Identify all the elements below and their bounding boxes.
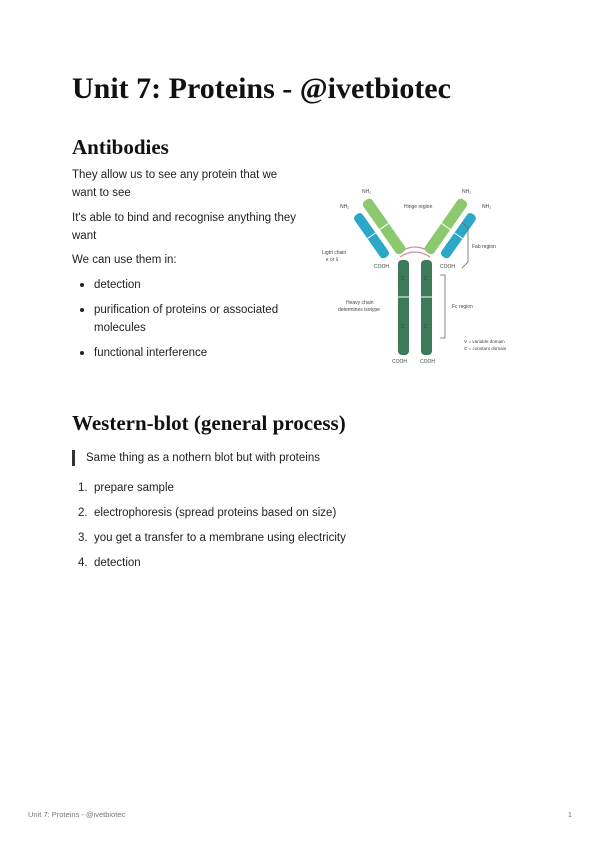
domain-label: C	[424, 276, 428, 282]
heavy-chain-fc-right	[421, 260, 432, 355]
heavy-chain-fc-left	[398, 260, 409, 355]
list-item: detection	[72, 276, 297, 294]
blockquote-note: Same thing as a nothern blot but with proteins	[72, 450, 320, 466]
step-text: you get a transfer to a membrane using electricity	[94, 532, 346, 544]
paragraph: It's able to bind and recognise anything they want	[72, 212, 297, 242]
step-text: electrophoresis (spread proteins based on size)	[94, 507, 337, 519]
label-cooh: COOH	[392, 359, 407, 365]
step-number: 4.	[78, 557, 88, 569]
list-item	[72, 529, 346, 547]
list-item	[72, 554, 346, 572]
paragraph: They allow us to see any protein that we want to see	[72, 169, 278, 199]
label-light-chain-kind: κ or λ	[326, 257, 339, 263]
label-nh2: NH₂	[340, 204, 350, 210]
step-number: 1.	[78, 482, 88, 494]
step-text: detection	[94, 557, 141, 569]
label-hinge-region: Hinge region	[404, 204, 433, 210]
list-item: functional interference	[72, 344, 297, 362]
page-title: Unit 7: Proteins - @ivetbiotec	[72, 72, 451, 105]
label-light-chain: Light chain	[322, 250, 347, 256]
label-cooh: COOH	[420, 359, 435, 365]
label-nh2: NH₂	[462, 189, 472, 195]
antibody-uses-list	[72, 276, 297, 369]
label-nh2: NH₂	[362, 189, 372, 195]
label-cooh: COOH	[374, 264, 389, 270]
domain-label: C	[401, 324, 405, 330]
page-number: 1	[567, 810, 572, 819]
step-number: 3.	[78, 532, 88, 544]
list-item: purification of proteins or associated molecules	[72, 301, 297, 337]
step-text: prepare sample	[94, 482, 174, 494]
section-heading-antibodies: Antibodies	[72, 135, 169, 159]
antibody-diagram	[312, 180, 522, 370]
list-item	[72, 504, 346, 522]
legend-variable: V = variable domain	[464, 339, 505, 344]
label-fc-region: Fc region	[452, 304, 473, 310]
label-fab-region: Fab region	[472, 244, 496, 250]
paragraph: We can use them in:	[72, 254, 177, 266]
footer-title: Unit 7: Proteins - @ivetbiotec	[28, 810, 126, 819]
section-heading-western-blot: Western-blot (general process)	[72, 411, 346, 435]
legend-constant: C = constant domain	[464, 346, 507, 351]
step-number: 2.	[78, 507, 88, 519]
label-nh2: NH₂	[482, 204, 492, 210]
domain-label: C	[424, 324, 428, 330]
western-blot-steps	[72, 479, 346, 579]
list-item	[72, 479, 346, 497]
domain-label: C	[401, 276, 405, 282]
label-heavy-chain: Heavy chain	[346, 300, 374, 306]
label-heavy-chain-isotype: determines isotype	[338, 307, 380, 313]
label-cooh: COOH	[440, 264, 455, 270]
